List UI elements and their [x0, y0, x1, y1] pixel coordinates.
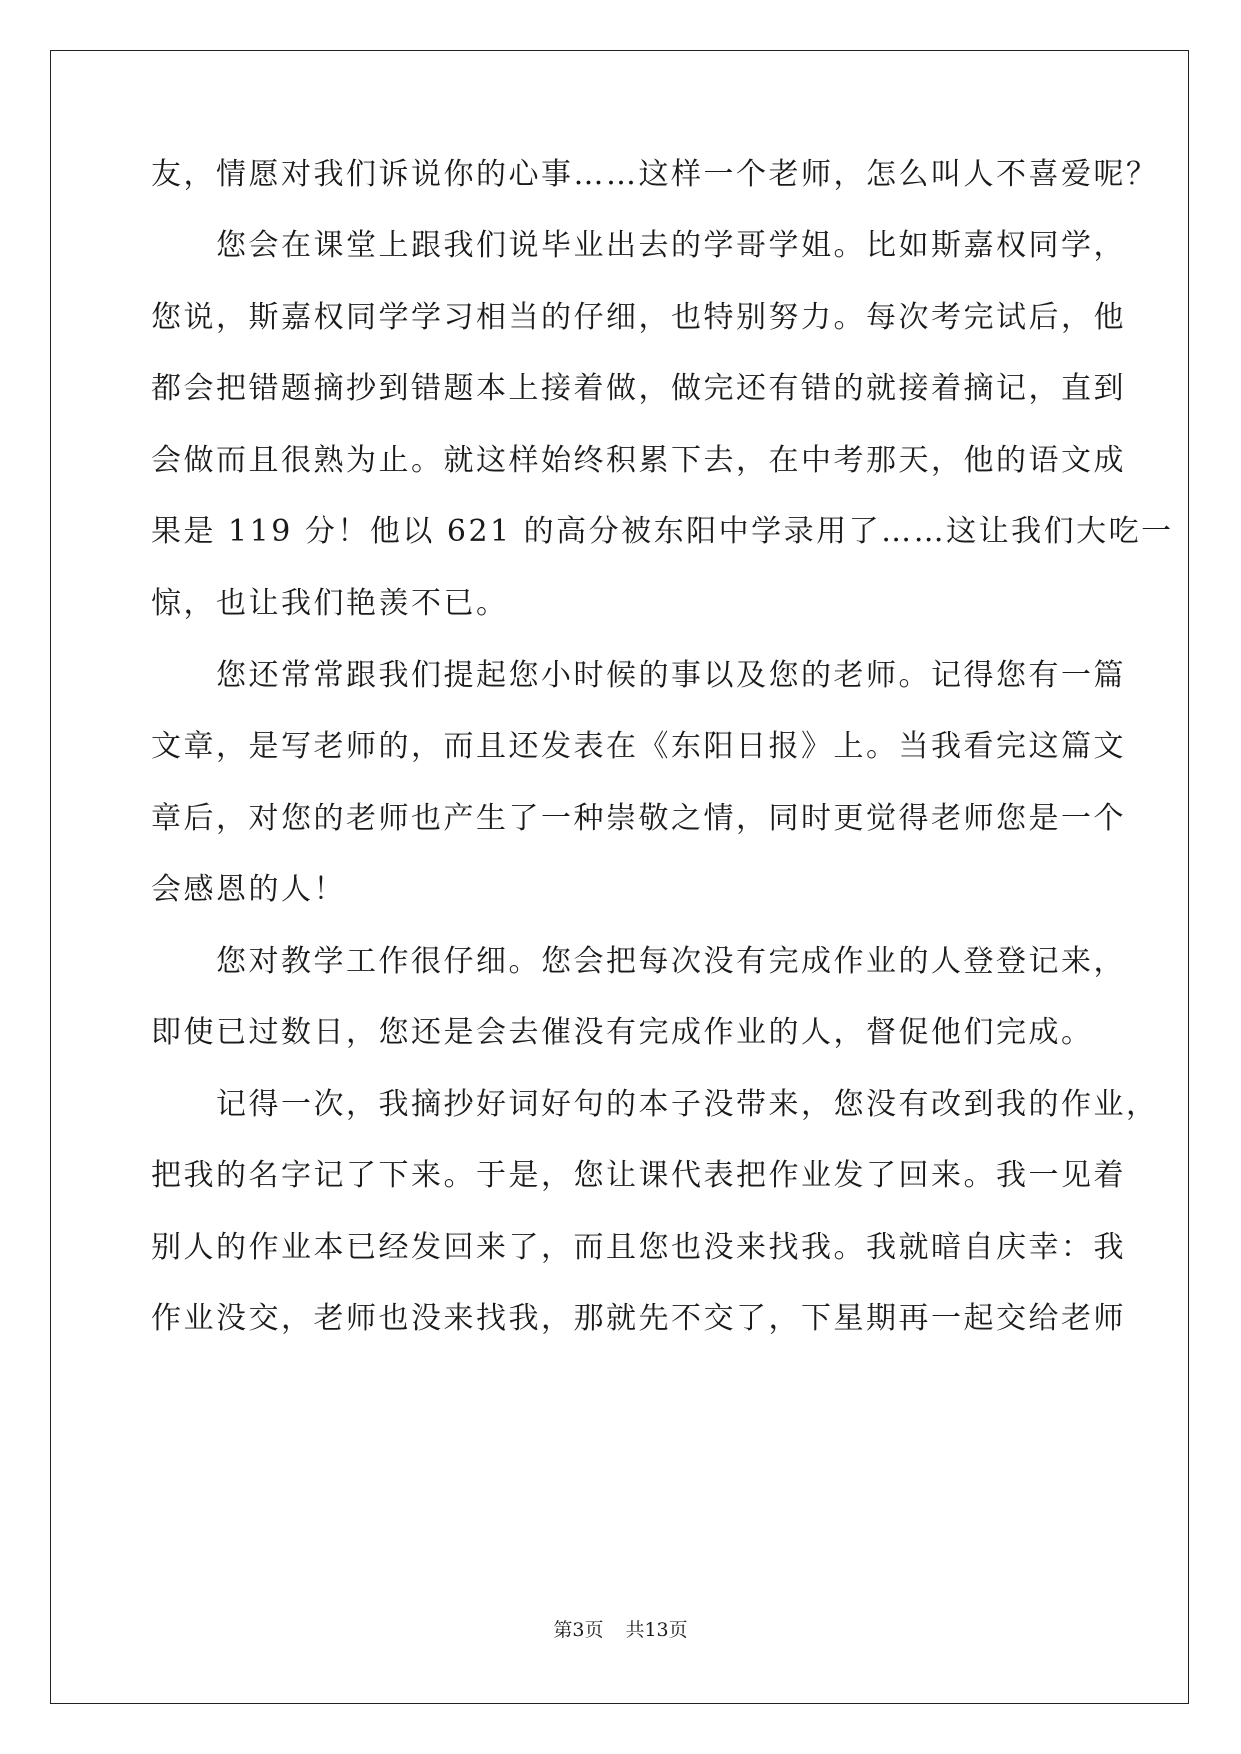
- text-line: 您还常常跟我们提起您小时候的事以及您的老师。记得您有一篇: [151, 658, 1126, 693]
- text-line: 作业没交，老师也没来找我，那就先不交了，下星期再一起交给老师: [151, 1301, 1126, 1336]
- text-line: 果是 119 分！他以 621 的高分被东阳中学录用了……这让我们大吃一: [151, 514, 1174, 549]
- text-line: 惊，也让我们艳羡不已。: [151, 586, 509, 621]
- text-line: 会做而且很熟为止。就这样始终积累下去，在中考那天，他的语文成: [151, 443, 1126, 478]
- text-line: 即使已过数日，您还是会去催没有完成作业的人，督促他们完成。: [151, 1015, 1094, 1050]
- text-line: 记得一次，我摘抄好词好句的本子没带来，您没有改到我的作业，: [151, 1087, 1159, 1122]
- text-line: 文章，是写老师的，而且还发表在《东阳日报》上。当我看完这篇文: [151, 729, 1126, 764]
- text-line: 您对教学工作很仔细。您会把每次没有完成作业的人登登记来，: [151, 944, 1126, 979]
- text-line: 友，情愿对我们诉说你的心事……这样一个老师，怎么叫人不喜爱呢？: [151, 157, 1159, 192]
- text-line: 别人的作业本已经发回来了，而且您也没来找我。我就暗自庆幸：我: [151, 1230, 1126, 1265]
- text-line: 章后，对您的老师也产生了一种崇敬之情，同时更觉得老师您是一个: [151, 801, 1126, 836]
- page-total: 共13页: [625, 1619, 688, 1641]
- text-line: 都会把错题摘抄到错题本上接着做，做完还有错的就接着摘记，直到: [151, 371, 1126, 406]
- page-number: 第3页: [553, 1619, 604, 1641]
- text-line: 把我的名字记了下来。于是，您让课代表把作业发了回来。我一见着: [151, 1158, 1126, 1193]
- text-line: 您会在课堂上跟我们说毕业出去的学哥学姐。比如斯嘉权同学，: [151, 228, 1126, 263]
- text-line: 会感恩的人！: [151, 872, 346, 907]
- text-line: 您说，斯嘉权同学学习相当的仔细，也特别努力。每次考完试后，他: [151, 300, 1126, 335]
- page-footer: [0, 1618, 1241, 1642]
